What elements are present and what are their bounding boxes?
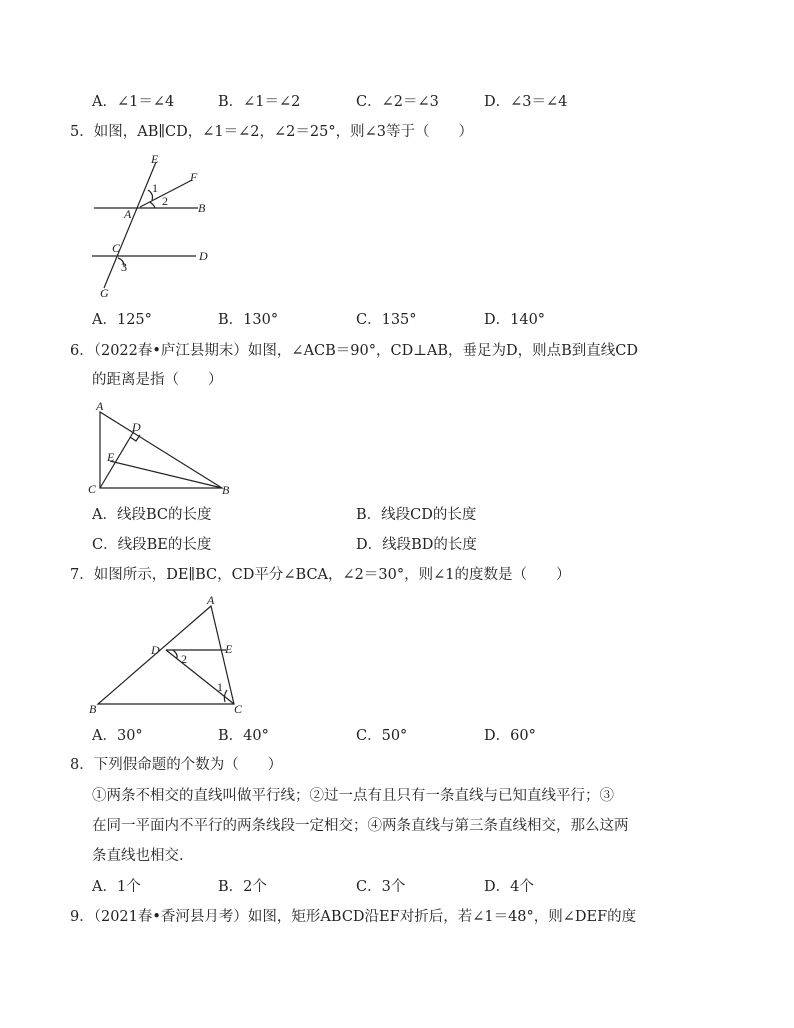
q7-angle1-label: 1 [217,680,223,694]
q7-figure [86,592,246,717]
q6-figure [86,398,236,498]
q6-option-d: D．线段BD的长度 [356,537,477,553]
q6-option-a: A．线段BC的长度 [92,507,212,523]
q5-label-c: C [112,241,121,255]
q7-triangle-abc [98,606,234,704]
q7-label-b: B [89,702,97,716]
q6-triangle-acb [100,412,222,488]
q5-label-e: E [151,152,159,166]
q6-stem-line2: 的距离是指（ ） [92,372,223,388]
q5-option-b: B．130° [218,312,279,328]
q8-option-b: B．2个 [218,879,267,895]
q7-angle1-arc [224,690,227,702]
q5-option-a: A．125° [92,312,152,328]
q5-angle3-label: 3 [121,260,127,274]
q5-stem: 5．如图，AB∥CD，∠1＝∠2，∠2＝25°，则∠3等于（ ） [70,124,473,140]
q5-option-d: D．140° [484,312,546,328]
q7-option-c: C．50° [356,728,408,744]
q7-option-d: D．60° [484,728,536,744]
q7-stem: 7．如图所示，DE∥BC，CD平分∠BCA，∠2＝30°，则∠1的度数是（ ） [70,567,571,583]
q7-label-c: C [234,702,243,716]
q6-label-d: D [132,420,141,434]
q5-option-c: C．135° [356,312,417,328]
q4-option-c: C．∠2＝∠3 [356,94,439,110]
q4-option-b: B．∠1＝∠2 [218,94,301,110]
q5-figure [88,150,228,302]
q7-option-a: A．30° [92,728,143,744]
q5-label-a: A [124,207,132,221]
q7-angle2-label: 2 [181,652,187,666]
q5-angle1-label: 1 [152,181,158,195]
q6-label-b: B [222,483,230,497]
q8-body-line1: ①两条不相交的直线叫做平行线；②过一点有且只有一条直线与已知直线平行；③ [92,788,614,804]
q7-label-a: A [207,593,215,607]
q5-line-eg [104,162,156,288]
q5-label-b: B [198,201,206,215]
q8-option-d: D．4个 [484,879,534,895]
q7-option-b: B．40° [218,728,269,744]
q5-angle2-label: 2 [162,194,168,208]
q7-label-e: E [225,642,233,656]
q6-segment-be [110,461,222,488]
q6-label-a: A [96,399,104,413]
q6-option-b: B．线段CD的长度 [356,507,477,523]
q6-label-c: C [88,482,97,496]
q6-segment-cd [100,431,134,488]
q8-stem: 8．下列假命题的个数为（ ） [70,757,283,773]
q4-option-d: D．∠3＝∠4 [484,94,568,110]
q4-option-a: A．∠1＝∠4 [92,94,175,110]
q5-label-g: G [100,286,109,300]
q6-option-c: C．线段BE的长度 [92,537,212,553]
q5-angle2-arc [150,202,155,208]
q7-label-d: D [151,643,160,657]
q8-body-line2: 在同一平面内不平行的两条线段一定相交；④两条直线与第三条直线相交，那么这两 [92,818,629,834]
q9-stem: 9．（2021春•香河县月考）如图，矩形ABCD沿EF对折后，若∠1＝48°，则∠DEF的度 [70,909,637,925]
q5-label-d: D [199,249,208,263]
q8-body-line3: 条直线也相交. [92,848,184,864]
q6-stem-line1: 6．（2022春•庐江县期末）如图，∠ACB＝90°，CD⊥AB，垂足为D，则点B到直线CD [70,343,638,359]
q5-label-f: F [190,170,198,184]
q6-label-e: E [107,450,115,464]
q8-option-a: A．1个 [92,879,141,895]
q8-option-c: C．3个 [356,879,406,895]
